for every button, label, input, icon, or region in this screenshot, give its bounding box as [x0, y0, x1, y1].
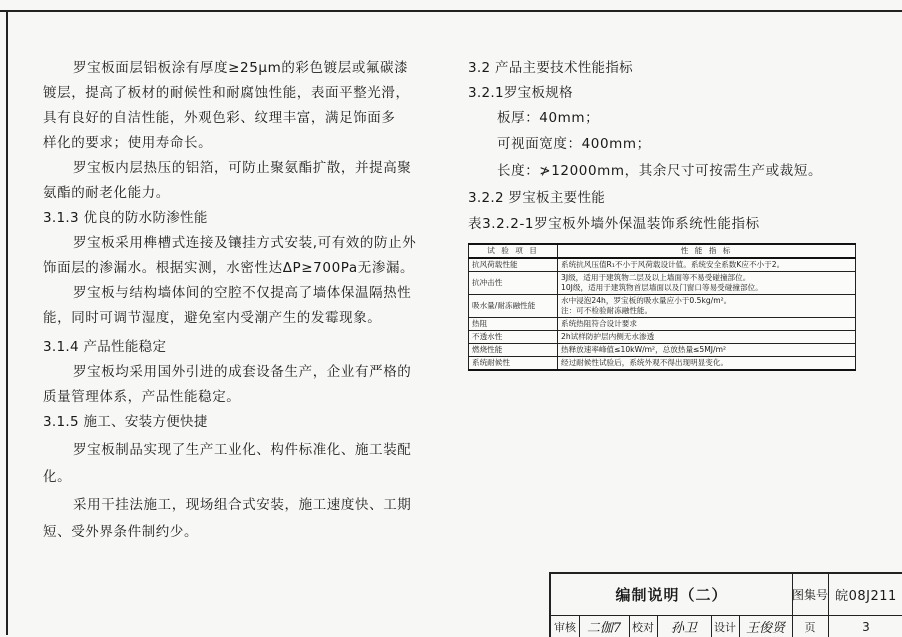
paragraph-line: 样化的要求；使用寿命长。	[43, 135, 213, 151]
title-block-sign-row	[551, 616, 902, 637]
check-label: 校对	[629, 616, 658, 637]
title-block-top-row	[551, 574, 902, 616]
row-item: 不透水性	[469, 331, 558, 344]
paragraph-line: 罗宝板面层铝板涂有厚度≥25μm的彩色镀层或氟碳漆	[73, 60, 409, 76]
paragraph-line: 罗宝板采用榫槽式连接及镶挂方式安装,可有效的防止外	[73, 235, 417, 251]
section-heading: 3.1.4 产品性能稳定	[43, 339, 167, 355]
row-value: 系统抗风压值R₁不小于风荷载设计值。系统安全系数K应不小于2。	[558, 258, 856, 272]
atlas-number: 皖08J211	[835, 589, 897, 604]
review-signature: 二伽7	[579, 616, 630, 637]
review-label: 审核	[551, 616, 580, 637]
table-row	[469, 331, 856, 344]
left-column	[0, 0, 450, 635]
design-label: 设计	[711, 616, 740, 637]
row-value-line: 10J级，适用于建筑物首层墙面以及门窗口等易受碰撞部位。	[561, 283, 763, 292]
row-value-line: 3J级，适用于建筑物二层及以上墙面等不易受碰撞部位。	[561, 273, 751, 282]
row-value	[558, 272, 856, 295]
row-item: 吸水量/耐冻融性能	[469, 295, 558, 318]
section-heading: 3.2.1罗宝板规格	[468, 85, 573, 101]
row-value: 2h试样防护层内侧无水渗透	[558, 331, 856, 344]
paragraph-line: 饰面层的渗漏水。根据实测，水密性达ΔP≥700Pa无渗漏。	[43, 260, 415, 276]
section-heading: 3.1.3 优良的防水防渗性能	[43, 210, 208, 226]
paragraph-line: 具有良好的自洁性能，外观色彩、纹理丰富，满足饰面多	[43, 110, 396, 126]
row-value-line: 水中浸泡24h，罗宝板的吸水量应小于0.5kg/m²。	[561, 296, 732, 305]
paragraph-line: 质量管理体系，产品性能稳定。	[43, 389, 241, 405]
table-row	[469, 344, 856, 357]
row-value	[558, 295, 856, 318]
page-number: 3	[862, 619, 870, 634]
section-heading: 3.2 产品主要技术性能指标	[468, 60, 633, 76]
spec-width: 可视面宽度：400mm；	[497, 136, 651, 152]
paragraph-line: 罗宝板制品实现了生产工业化、构件标准化、施工装配	[73, 442, 412, 458]
row-item: 热阻	[469, 318, 558, 331]
row-value: 热释放速率峰值≤10kW/m²，总放热量≤5MJ/m²	[558, 344, 856, 357]
paragraph-line: 镀层，提高了板材的耐候性和耐腐蚀性能，表面平整光滑，	[43, 85, 410, 101]
paragraph-line: 罗宝板与结构墙体间的空腔不仅提高了墙体保温隔热性	[73, 285, 412, 301]
spec-thickness: 板厚：40mm；	[497, 110, 600, 126]
table-caption: 表3.2.2-1罗宝板外墙外保温装饰系统性能指标	[468, 216, 760, 232]
table-row	[469, 357, 856, 371]
table-row	[469, 258, 856, 272]
title-block	[549, 572, 902, 637]
spec-length: 长度：≯12000mm，其余尺寸可按需生产或裁短。	[497, 163, 823, 179]
row-value: 系统热阻符合设计要求	[558, 318, 856, 331]
row-item: 燃烧性能	[469, 344, 558, 357]
check-signature: 孙卫	[657, 616, 712, 637]
row-value-line: 注：可不检验耐冻融性能。	[561, 306, 653, 315]
paragraph-line: 罗宝板内层热压的铝箔，可防止聚氨酯扩散，并提高聚	[73, 160, 412, 176]
section-heading: 3.2.2 罗宝板主要性能	[468, 190, 606, 206]
paragraph-line: 能，同时可调节湿度，避免室内受潮产生的发霉现象。	[43, 310, 382, 326]
table-row	[469, 295, 856, 318]
sheet-title: 编制说明（二）	[551, 574, 793, 615]
section-heading: 3.1.5 施工、安装方便快捷	[43, 414, 208, 430]
design-signature: 王俊贤	[739, 616, 793, 637]
header-test-item: 试 验 项 目	[469, 244, 558, 258]
row-item: 抗冲击性	[469, 272, 558, 295]
paragraph-line: 罗宝板均采用国外引进的成套设备生产，企业有严格的	[73, 364, 412, 380]
row-item: 抗风荷载性能	[469, 258, 558, 272]
atlas-number-label: 图集号	[792, 574, 829, 615]
paragraph-line: 采用干挂法施工，现场组合式安装，施工速度快、工期	[73, 497, 412, 513]
row-item: 系统耐候性	[469, 357, 558, 371]
table-row	[469, 318, 856, 331]
table-row	[469, 272, 856, 295]
paragraph-line: 氨酯的耐老化能力。	[43, 185, 170, 201]
paragraph-line: 化。	[43, 469, 72, 485]
row-value: 经过耐候性试验后，系统外观不得出现明显变化。	[558, 357, 856, 371]
paragraph-line: 短、受外界条件制约少。	[43, 524, 199, 540]
header-performance: 性 能 指 标	[558, 244, 856, 258]
table-header-row	[469, 244, 856, 258]
performance-table	[468, 243, 856, 371]
page-label: 页	[792, 616, 829, 637]
